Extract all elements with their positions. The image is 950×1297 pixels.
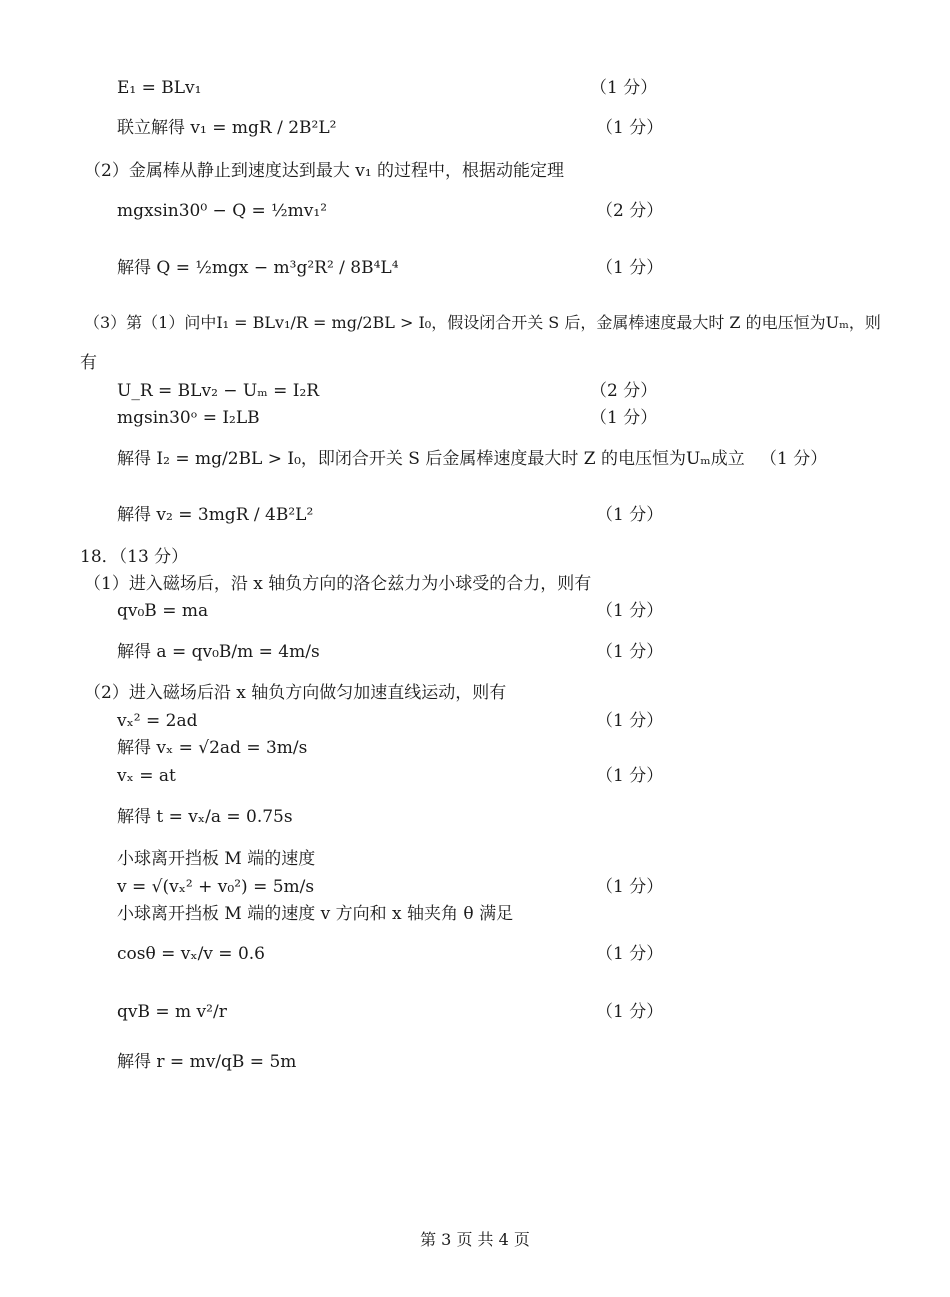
points-label: （1 分） — [596, 711, 664, 731]
equation-line: v = √(vₓ² + v₀²) = 5m/s — [117, 877, 315, 897]
points-label: （2 分） — [596, 201, 664, 221]
text-line: （2）金属棒从静止到速度达到最大 v₁ 的过程中，根据动能定理 — [84, 161, 565, 181]
equation-line: vₓ² = 2ad — [117, 711, 198, 731]
equation-line: mgxsin30⁰ − Q = ½mv₁² — [117, 201, 328, 221]
text-line: （3）第（1）问中I₁ = BLv₁/R = mg/2BL > I₀，假设闭合开关 S 后，金属棒速度最大时 Z 的电压恒为Uₘ，则 — [84, 313, 881, 332]
points-label: （1 分） — [596, 944, 664, 964]
equation-line: U_R = BLv₂ − Uₘ = I₂R — [117, 381, 320, 401]
equation-line: 解得 I₂ = mg/2BL > I₀，即闭合开关 S 后金属棒速度最大时 Z 的电压恒为Uₘ成立 — [117, 449, 745, 469]
text-line: 小球离开挡板 M 端的速度 v 方向和 x 轴夹角 θ 满足 — [117, 904, 514, 924]
text-line: （2）进入磁场后沿 x 轴负方向做匀加速直线运动，则有 — [84, 683, 507, 703]
points-label: （1 分） — [590, 408, 658, 428]
text-line: 有 — [80, 353, 97, 373]
text-line: （1）进入磁场后，沿 x 轴负方向的洛仑兹力为小球受的合力，则有 — [84, 574, 592, 594]
equation-line: 解得 Q = ½mgx − m³g²R² / 8B⁴L⁴ — [117, 258, 399, 278]
equation-line: 联立解得 v₁ = mgR / 2B²L² — [117, 118, 337, 138]
points-label: （1 分） — [596, 877, 664, 897]
equation-line: vₓ = at — [117, 766, 176, 786]
points-label: （1 分） — [596, 1002, 664, 1022]
text-line: 小球离开挡板 M 端的速度 — [117, 849, 316, 869]
equation-line: mgsin30ᵒ = I₂LB — [117, 408, 260, 428]
equation-line: qvB = m v²/r — [117, 1002, 227, 1022]
points-label: （1 分） — [596, 258, 664, 278]
points-label: （1 分） — [596, 118, 664, 138]
question-heading: 18．（13 分） — [80, 547, 189, 567]
points-label: （1 分） — [596, 505, 664, 525]
equation-line: 解得 r = mv/qB = 5m — [117, 1052, 297, 1072]
equation-line: qv₀B = ma — [117, 601, 209, 621]
points-label: （2 分） — [590, 381, 658, 401]
equation-line: 解得 v₂ = 3mgR / 4B²L² — [117, 505, 314, 525]
page-footer: 第 3 页 共 4 页 — [420, 1230, 530, 1249]
equation-line: cosθ = vₓ/v = 0.6 — [117, 944, 265, 964]
points-label: （1 分） — [596, 766, 664, 786]
equation-line: E₁ = BLv₁ — [117, 78, 202, 98]
points-label: （1 分） — [760, 449, 828, 469]
equation-line: 解得 vₓ = √2ad = 3m/s — [117, 738, 308, 758]
equation-line: 解得 t = vₓ/a = 0.75s — [117, 807, 293, 827]
points-label: （1 分） — [596, 601, 664, 621]
points-label: （1 分） — [590, 78, 658, 98]
equation-line: 解得 a = qv₀B/m = 4m/s — [117, 642, 320, 662]
points-label: （1 分） — [596, 642, 664, 662]
